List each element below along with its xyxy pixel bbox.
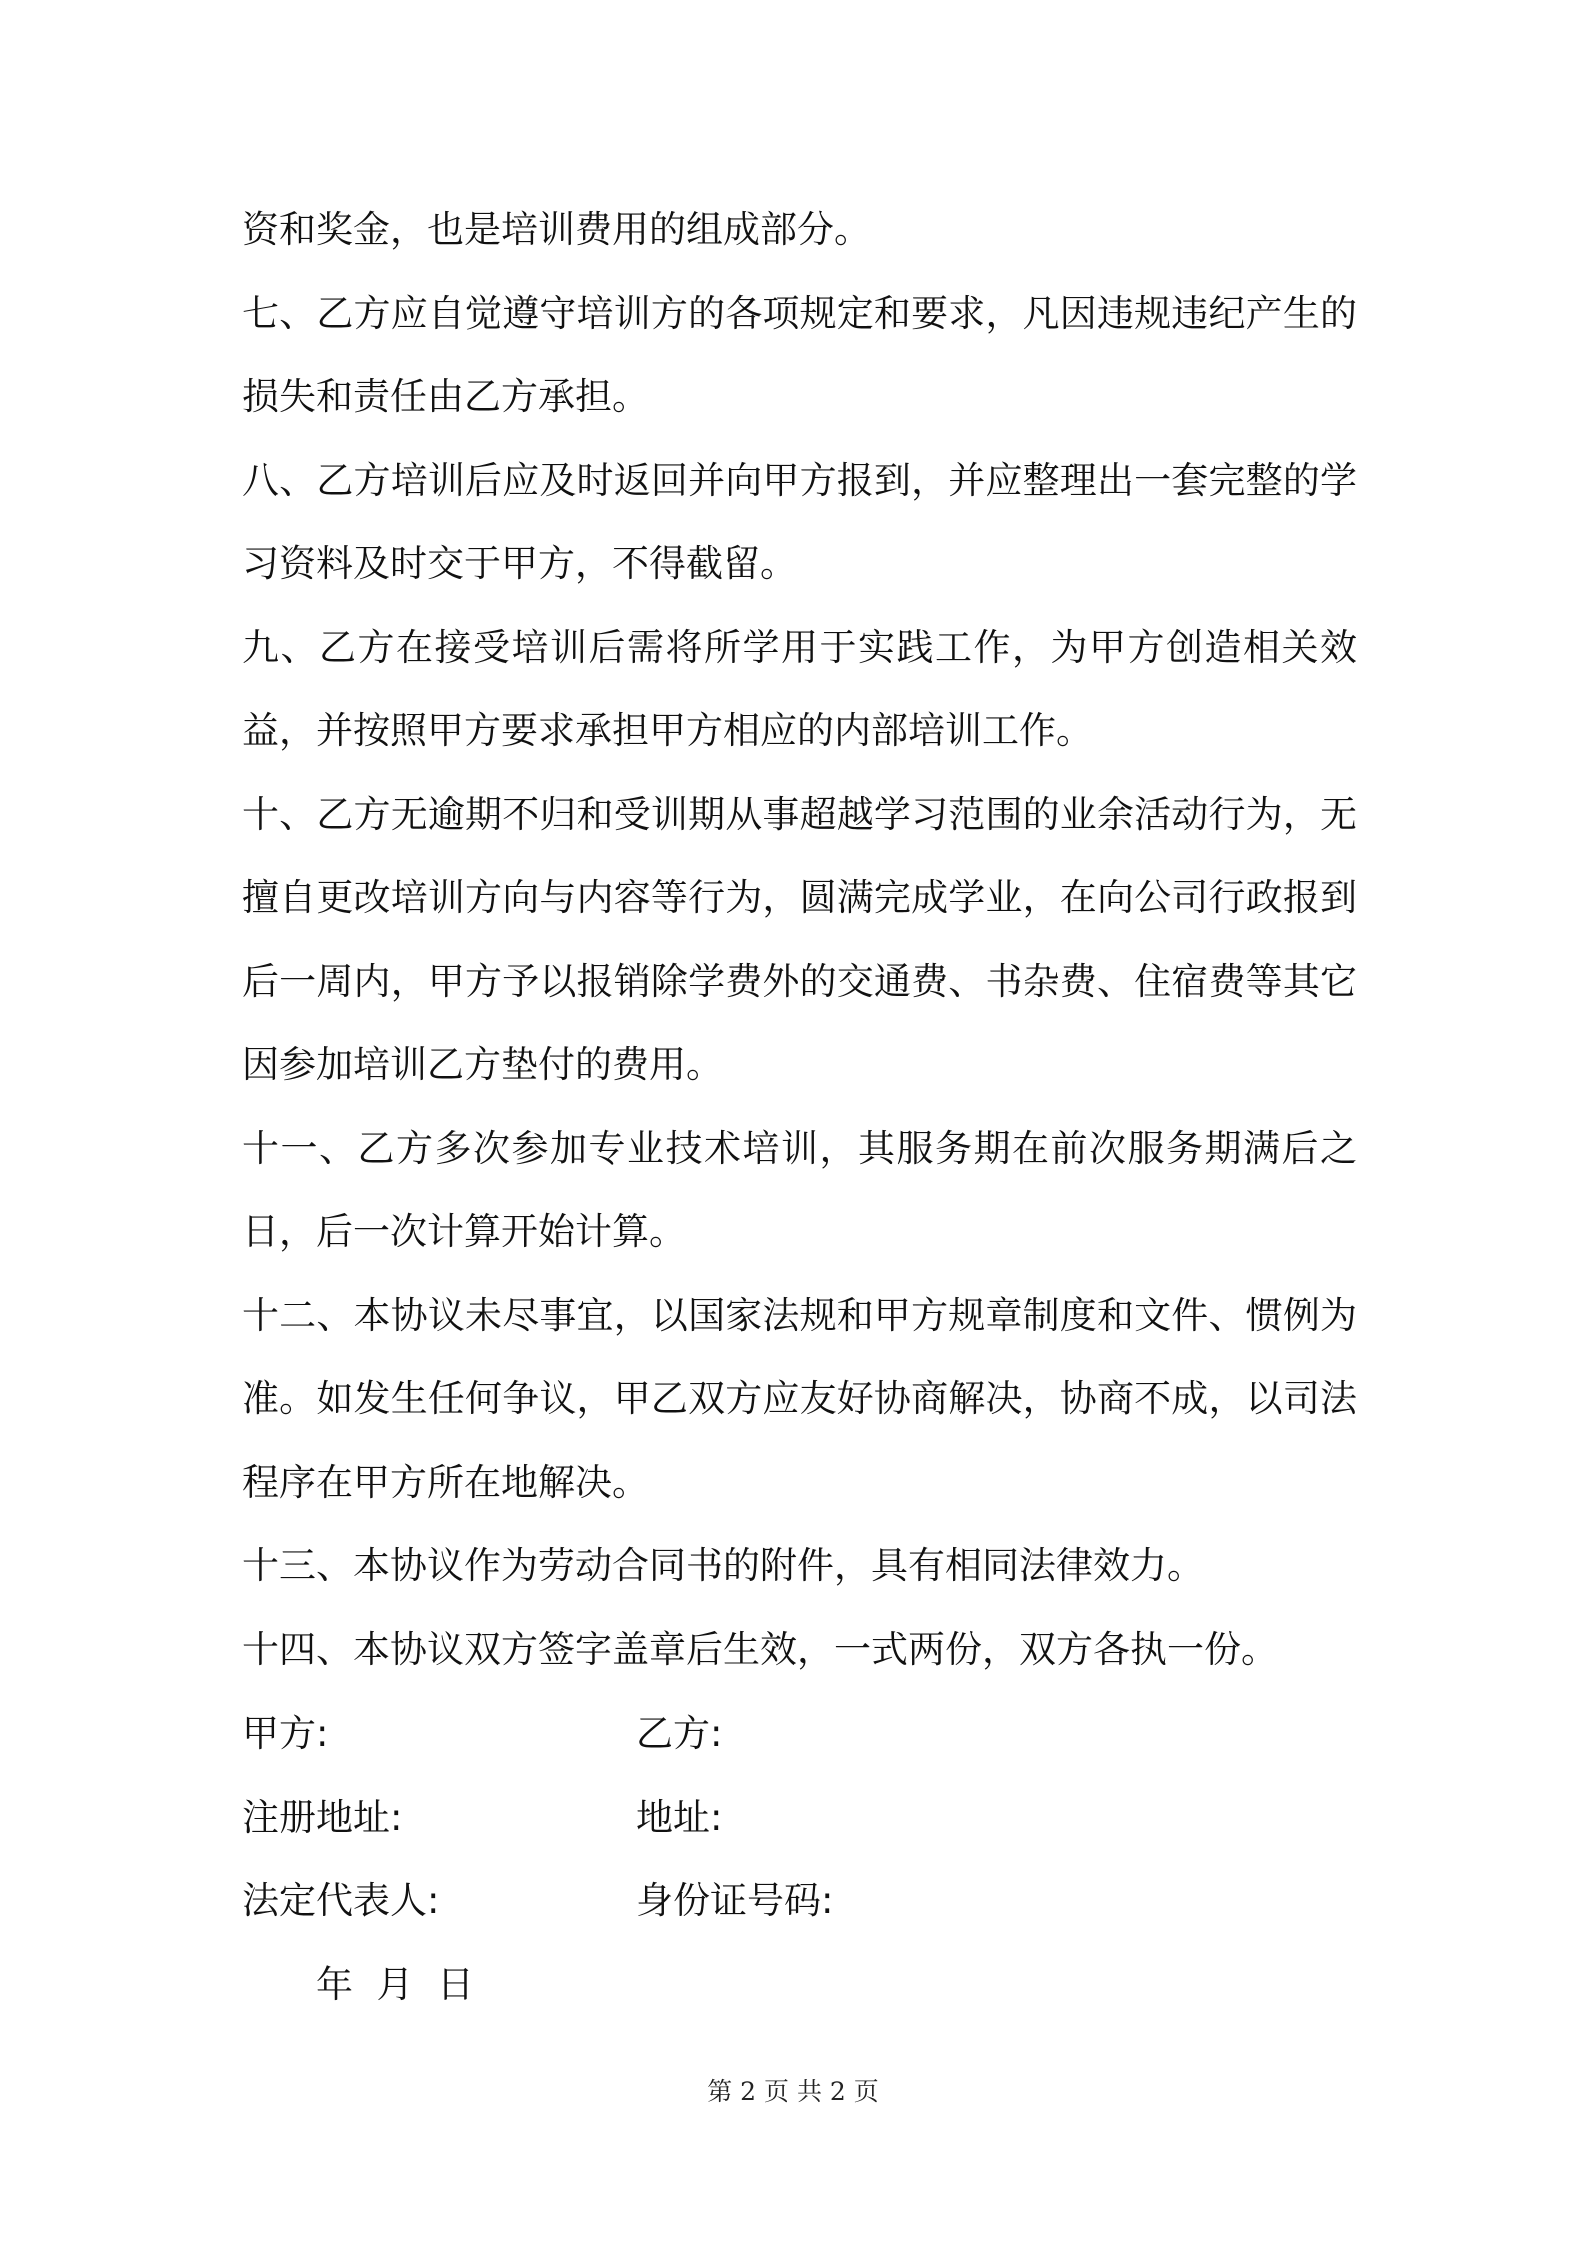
clause-continuation: 资和奖金，也是培训费用的组成部分。	[242, 208, 871, 251]
legal-representative-label: 法定代表人:	[242, 1879, 440, 1922]
signature-row-identity	[242, 1859, 1357, 1943]
signature-block	[242, 1692, 1357, 1943]
signature-row-address	[242, 1776, 1357, 1860]
page-footer: 第 2 页 共 2 页	[707, 2077, 879, 2106]
clause-14: 十四、本协议双方签字盖章后生效，一式两份，双方各执一份。	[242, 1627, 1278, 1671]
clause-11: 十一、乙方多次参加专业技术培训，其服务期在前次服务期满后之日，后一次计算开始计算。	[242, 1126, 1357, 1253]
clause-10: 十、乙方无逾期不归和受训期从事超越学习范围的业余活动行为，无擅自更改培训方向与内容等行为，圆满完成学业，在向公司行政报到后一周内，甲方予以报销除学费外的交通费、书杂费、住宿费等其它因参加培训乙方垫付的费用。	[242, 792, 1357, 1086]
party-b-label: 乙方:	[636, 1712, 723, 1755]
clause-8: 八、乙方培训后应及时返回并向甲方报到，并应整理出一套完整的学习资料及时交于甲方，不得截留。	[242, 458, 1357, 585]
clause-13: 十三、本协议作为劳动合同书的附件，具有相同法律效力。	[242, 1544, 1204, 1587]
clause-7: 七、乙方应自觉遵守培训方的各项规定和要求，凡因违规违纪产生的损失和责任由乙方承担。	[242, 291, 1357, 418]
address-label: 地址:	[636, 1795, 723, 1839]
signature-row-parties	[242, 1692, 1357, 1776]
clause-12: 十二、本协议未尽事宜，以国家法规和甲方规章制度和文件、惯例为准。如发生任何争议，甲乙双方应友好协商解决，协商不成，以司法程序在甲方所在地解决。	[242, 1293, 1357, 1504]
party-a-label: 甲方:	[242, 1712, 329, 1755]
registered-address-label: 注册地址:	[242, 1795, 403, 1839]
agreement-body	[242, 188, 1357, 1691]
date-line: 年 月 日	[316, 1963, 475, 2006]
clause-9: 九、乙方在接受培训后需将所学用于实践工作，为甲方创造相关效益，并按照甲方要求承担甲方相应的内部培训工作。	[242, 625, 1357, 752]
id-number-label: 身份证号码:	[636, 1879, 834, 1922]
